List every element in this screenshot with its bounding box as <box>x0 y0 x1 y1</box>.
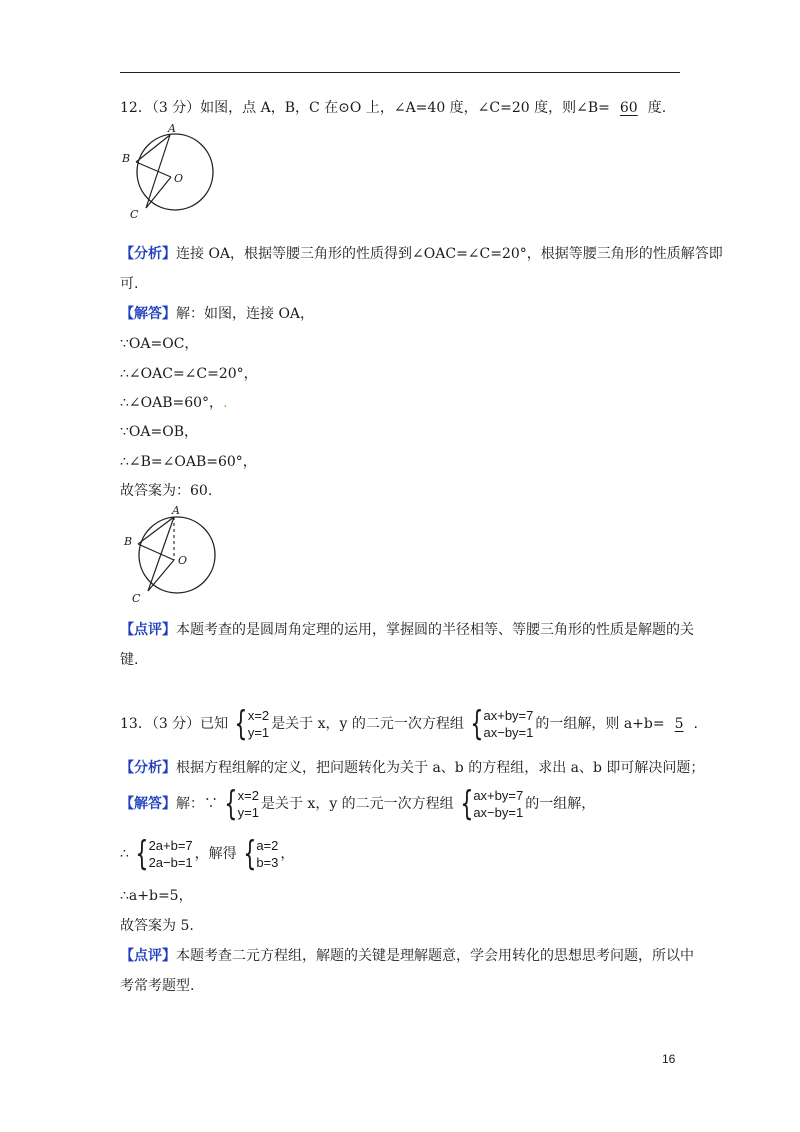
equation: ax−by=1 <box>473 805 524 820</box>
q12-analysis-text: 连接 OA，根据等腰三角形的性质得到∠OAC=∠C=20°，根据等腰三角形的性质解答即 <box>176 246 723 262</box>
q12-analysis <box>120 244 723 264</box>
q12-final: 故答案为：60. <box>120 483 213 499</box>
q13-review-text: 本题考查二元方程组，解题的关键是理解题意，学会用转化的思想思考问题，所以中 <box>176 948 694 964</box>
equation: y=1 <box>247 725 270 740</box>
equation: 2a+b=7 <box>148 838 193 853</box>
q13-stem-d: . <box>693 716 698 732</box>
q12-stray-dot: . <box>223 395 228 411</box>
q12-solution-text: 解：如图，连接 OA， <box>176 306 315 322</box>
q13-solve-line <box>120 834 294 874</box>
q12-step-1: ∵OA=OC， <box>120 336 199 352</box>
q12s-label-c: C <box>132 592 141 605</box>
q13-solution-c: 的一组解， <box>525 796 596 812</box>
q12-review-text: 本题考查的是圆周角定理的运用，掌握圆的半径相等、等腰三角形的性质是解题的关 <box>176 622 694 638</box>
review-tag: 【点评】 <box>120 622 176 638</box>
q13-stem <box>120 704 698 744</box>
q12-stem <box>120 98 666 118</box>
brace-glyph: { <box>224 784 238 824</box>
q13-review <box>120 946 694 966</box>
q12-label-c: C <box>130 208 139 221</box>
q13-system-1 <box>230 704 270 744</box>
q12s-label-a: A <box>172 504 180 517</box>
q13-sol-system-2 <box>456 784 524 824</box>
q13-final: 故答案为 5. <box>120 918 194 934</box>
q13-stem-b: 是关于 x，y 的二元一次方程组 <box>271 716 464 732</box>
q12-step-5: ∴∠B=∠OAB=60°， <box>120 454 257 470</box>
q13-stem-a: 13．（3 分）已知 <box>120 716 229 732</box>
equation: y=1 <box>237 805 259 820</box>
equation: ax+by=7 <box>473 788 524 803</box>
q13-analysis <box>120 758 704 778</box>
q12-figure <box>118 122 218 222</box>
q13-sol-system-3 <box>131 834 193 874</box>
q12s-label-o: O <box>178 554 188 567</box>
brace-glyph: { <box>470 704 484 744</box>
q13-system-2 <box>466 704 534 744</box>
q13-solution <box>120 784 595 824</box>
q13-solution-b: 是关于 x，y 的二元一次方程组 <box>260 796 454 812</box>
brace-glyph: { <box>135 834 149 874</box>
q13-solve-end: ， <box>280 846 295 862</box>
q12s-label-b: B <box>124 535 133 548</box>
q13-step-1: ∴a+b=5， <box>120 888 193 904</box>
q12-stem-end: 度. <box>647 100 667 116</box>
brace-glyph: { <box>460 784 473 824</box>
analysis-tag: 【分析】 <box>120 760 176 776</box>
q13-review-cont: 考常考题型. <box>120 978 195 994</box>
q12-answer: 60 <box>619 100 638 116</box>
q13-solve-text: ，解得 <box>194 846 237 862</box>
page-number: 16 <box>662 1052 676 1066</box>
q12-label-o: O <box>174 172 184 185</box>
q12-step-3-text: ∴∠OAB=60°， <box>120 395 224 411</box>
q12-label-b: B <box>122 152 131 165</box>
analysis-tag: 【分析】 <box>120 246 176 262</box>
q12-step-2: ∴∠OAC=∠C=20°， <box>120 366 258 382</box>
equation: a=2 <box>256 838 279 853</box>
q13-sol-system-1 <box>220 784 259 824</box>
brace-glyph: { <box>243 834 256 874</box>
equation: 2a−b=1 <box>148 855 193 870</box>
review-tag: 【点评】 <box>120 948 176 964</box>
equation: b=3 <box>256 855 279 870</box>
equation: ax−by=1 <box>483 725 534 740</box>
q12-label-a: A <box>168 122 176 135</box>
equation: x=2 <box>237 788 259 803</box>
q13-solution-a: 解：∵ <box>176 796 218 812</box>
q12-review <box>120 620 694 640</box>
therefore-symbol: ∴ <box>120 846 129 862</box>
header-rule <box>120 72 680 73</box>
equation: ax+by=7 <box>483 708 534 723</box>
q13-answer: 5 <box>674 716 684 732</box>
q13-analysis-text: 根据方程组解的定义，把问题转化为关于 a、b 的方程组，求出 a、b 即可解决问题； <box>176 760 705 776</box>
q12-analysis-cont: 可. <box>120 276 139 292</box>
equation: x=2 <box>247 708 270 723</box>
q12-step-3 <box>120 393 228 413</box>
q12-solution <box>120 304 314 324</box>
solution-tag: 【解答】 <box>120 306 176 322</box>
brace-glyph: { <box>234 704 248 744</box>
solution-tag: 【解答】 <box>120 796 176 812</box>
q12-solution-figure <box>118 502 222 606</box>
q12-review-cont: 键. <box>120 652 139 668</box>
q12-step-4: ∵OA=OB， <box>120 424 198 440</box>
q13-stem-c: 的一组解，则 a+b= <box>535 716 665 732</box>
q12-stem-text: 12．（3 分）如图，点 A，B，C 在⊙O 上，∠A=40 度，∠C=20 度，则∠B= <box>120 100 610 116</box>
q13-sol-system-4 <box>239 834 279 874</box>
